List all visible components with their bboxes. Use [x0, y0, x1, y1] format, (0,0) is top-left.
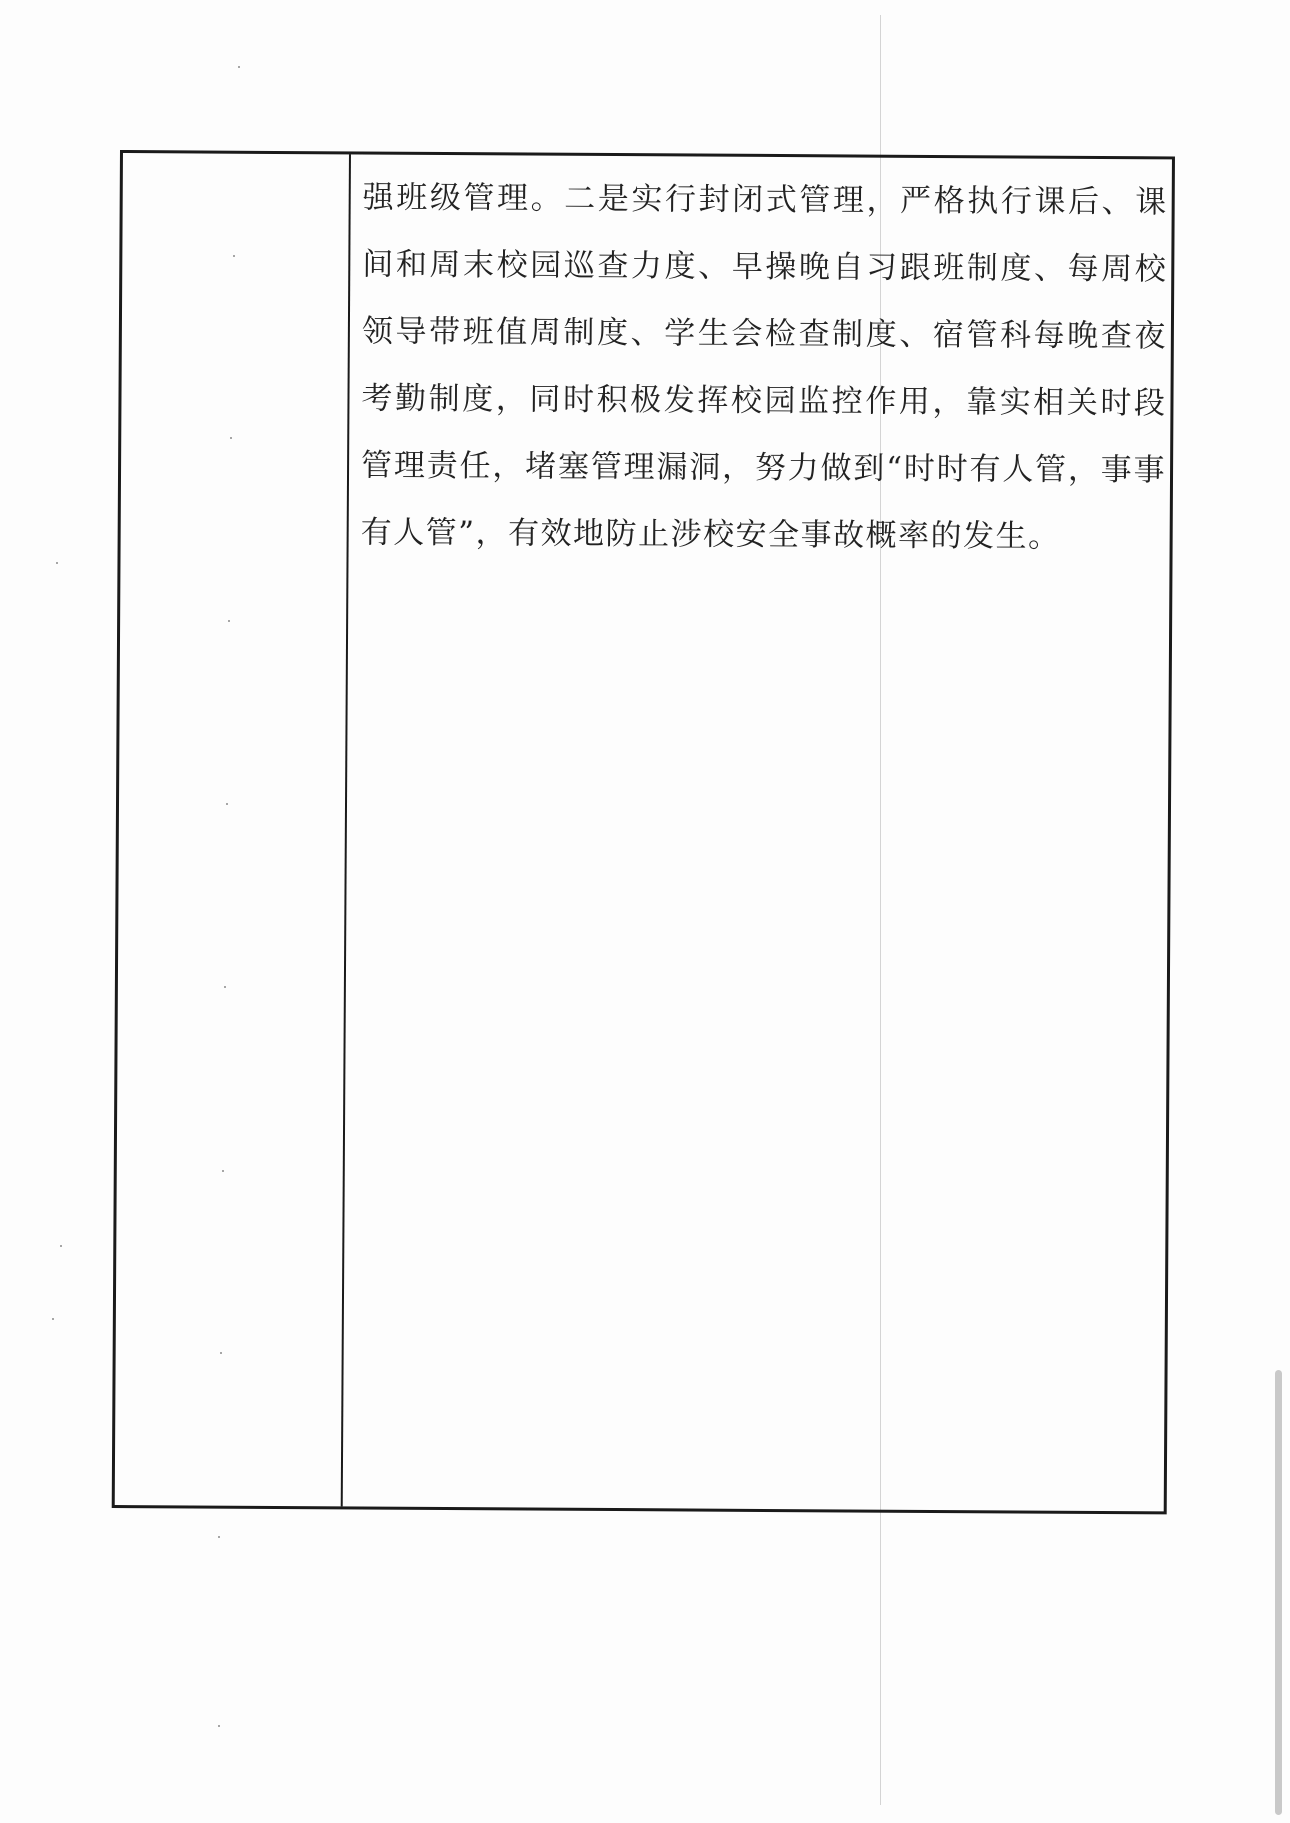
margin-mark	[56, 562, 58, 564]
form-table	[112, 150, 1175, 1514]
margin-mark	[218, 1536, 220, 1538]
body-paragraph: 强班级管理。二是实行封闭式管理，严格执行课后、课间和周末校园巡查力度、早操晚自习跟班制度、每周校领导带班值周制度、学生会检查制度、宿管科每晚查夜考勤制度，同时积极发挥校园监控作用，靠实相关时段管理责任，堵塞管理漏洞，努力做到“时时有人管，事事有人管”，有效地防止涉校安全事故概率的发生。	[360, 179, 1168, 555]
content-cell	[360, 164, 1167, 571]
margin-mark	[218, 1725, 220, 1727]
scrollbar-thumb[interactable]	[1275, 1370, 1282, 1815]
margin-mark	[238, 66, 240, 68]
column-divider	[341, 154, 351, 1506]
margin-mark	[52, 1318, 54, 1320]
margin-mark	[60, 1245, 62, 1247]
